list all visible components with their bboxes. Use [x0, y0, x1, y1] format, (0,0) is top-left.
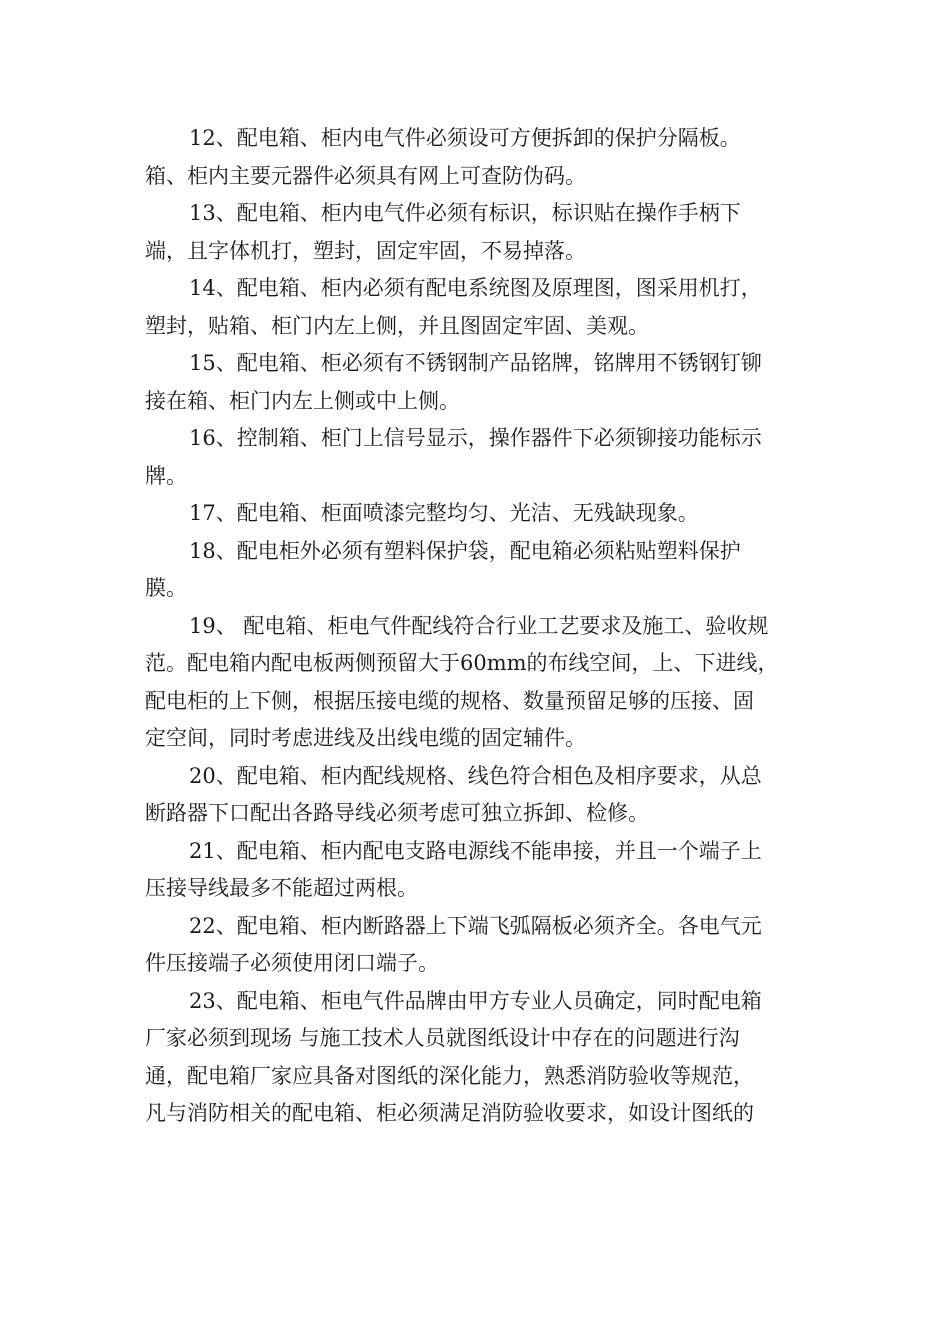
paragraph-line: 接在箱、柜门内左上侧或中上侧。 [145, 388, 460, 413]
paragraph-first-line: 13、配电箱、柜内电气件必须有标识，标识贴在操作手柄下 [189, 201, 741, 225]
body-text [145, 120, 805, 1133]
paragraph-line: 范。配电箱内配电板两侧预留大于60mm的布线空间，上、下进线， [145, 651, 779, 675]
paragraph-line: 断路器下口配出各路导线必须考虑可独立拆卸、检修。 [145, 801, 649, 825]
paragraph-line: 牌。 [145, 463, 187, 488]
paragraph-line: 膜。 [145, 576, 187, 600]
paragraph-first-line: 20、配电箱、柜内配线规格、线色符合相色及相序要求，从总 [189, 763, 762, 788]
paragraph-first-line: 17、配电箱、柜面喷漆完整均匀、光洁、无残缺现象。 [189, 501, 699, 525]
paragraph-first-line: 21、配电箱、柜内配电支路电源线不能串接，并且一个端子上 [189, 838, 762, 863]
paragraph-line: 端，且字体机打，塑封，固定牢固，不易掉落。 [145, 238, 586, 263]
paragraph-line: 塑封，贴箱、柜门内左上侧，并且图固定牢固、美观。 [145, 313, 649, 338]
paragraph-line: 箱、柜内主要元器件必须具有网上可查防伪码。 [145, 163, 586, 188]
paragraph-first-line: 22、配电箱、柜内断路器上下端飞弧隔板必须齐全。各电气元 [189, 913, 762, 938]
paragraph-first-line: 18、配电柜外必须有塑料保护袋，配电箱必须粘贴塑料保护 [189, 538, 741, 563]
paragraph-line: 件压接端子必须使用闭口端子。 [145, 951, 439, 975]
paragraph-line: 凡与消防相关的配电箱、柜必须满足消防验收要求，如设计图纸的 [145, 1101, 754, 1125]
paragraph-line: 通，配电箱厂家应具备对图纸的深化能力，熟悉消防验收等规范， [145, 1063, 754, 1088]
paragraph-line: 压接导线最多不能超过两根。 [145, 876, 418, 900]
paragraph-line: 配电柜的上下侧，根据压接电缆的规格、数量预留足够的压接、固 [145, 688, 754, 713]
paragraph-first-line: 23、配电箱、柜电气件品牌由甲方专业人员确定，同时配电箱 [189, 988, 762, 1013]
paragraph-first-line: 12、配电箱、柜内电气件必须设可方便拆卸的保护分隔板。 [189, 126, 741, 150]
paragraph-first-line: 15、配电箱、柜必须有不锈钢制产品铭牌，铭牌用不锈钢钉铆 [189, 351, 762, 375]
paragraph-first-line: 16、控制箱、柜门上信号显示，操作器件下必须铆接功能标示 [189, 426, 762, 450]
paragraph-first-line: 19、 配电箱、柜电气件配线符合行业工艺要求及施工、验收规 [189, 613, 769, 638]
paragraph-line: 定空间，同时考虑进线及出线电缆的固定辅件。 [145, 726, 586, 750]
paragraph-line: 厂家必须到现场 与施工技术人员就图纸设计中存在的问题进行沟 [145, 1026, 740, 1050]
paragraph-first-line: 14、配电箱、柜内必须有配电系统图及原理图，图采用机打， [189, 276, 762, 300]
